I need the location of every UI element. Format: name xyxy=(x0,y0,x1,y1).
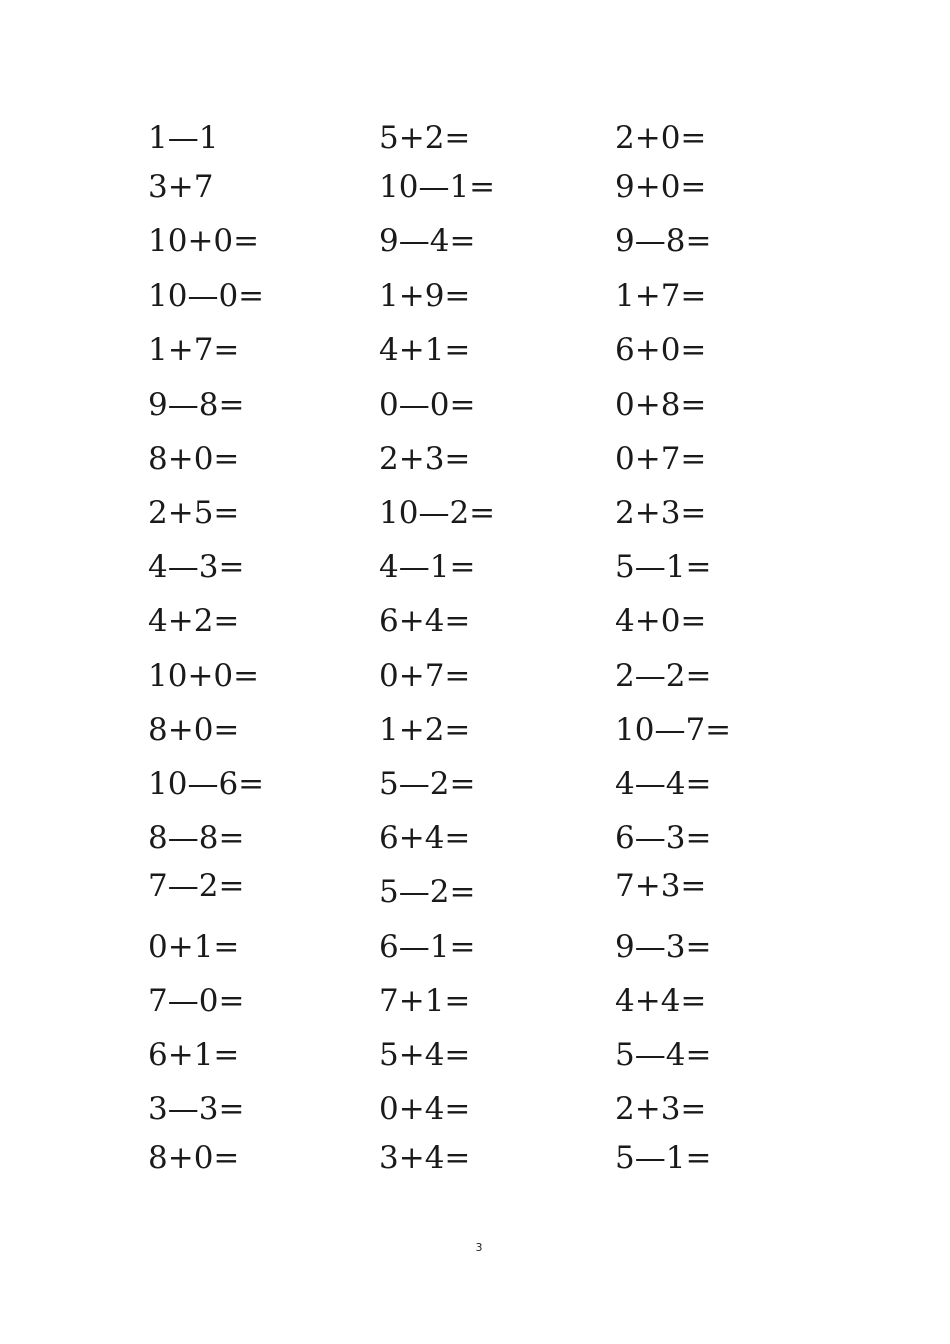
problem: 8—8= xyxy=(148,820,245,856)
problem: 7+1= xyxy=(379,983,471,1019)
problem: 10+0= xyxy=(148,658,260,694)
problem-row xyxy=(0,656,950,696)
problem: 8+0= xyxy=(148,441,240,477)
problem: 10+0= xyxy=(148,223,260,259)
problem-row xyxy=(0,221,950,261)
problem: 10—1= xyxy=(379,169,496,205)
problem-row xyxy=(0,385,950,425)
problem: 4+2= xyxy=(148,603,240,639)
problem-row xyxy=(0,927,950,967)
problem: 6+4= xyxy=(379,820,471,856)
problem: 5—2= xyxy=(379,766,476,802)
problem: 1+7= xyxy=(148,332,240,368)
problem: 9—8= xyxy=(615,223,712,259)
problem: 8+0= xyxy=(148,712,240,748)
problem: 6+0= xyxy=(615,332,707,368)
problem: 3+7 xyxy=(148,169,214,205)
problem: 0+7= xyxy=(615,441,707,477)
problem: 1+2= xyxy=(379,712,471,748)
problem-row xyxy=(0,167,950,207)
problem-row xyxy=(0,547,950,587)
problem: 3+4= xyxy=(379,1140,471,1176)
problem-row xyxy=(0,818,950,858)
problem: 9—4= xyxy=(379,223,476,259)
problem: 2+3= xyxy=(379,441,471,477)
problem: 5—2= xyxy=(379,874,476,910)
problem: 2+0= xyxy=(615,120,707,156)
problem: 6—1= xyxy=(379,929,476,965)
problem: 4—4= xyxy=(615,766,712,802)
problem: 4+1= xyxy=(379,332,471,368)
problem: 0+1= xyxy=(148,929,240,965)
problem: 2+3= xyxy=(615,495,707,531)
problem: 8+0= xyxy=(148,1140,240,1176)
problem: 1+7= xyxy=(615,278,707,314)
problem-row xyxy=(0,866,950,910)
problem: 5+4= xyxy=(379,1037,471,1073)
problem-row xyxy=(0,1035,950,1075)
problem-row xyxy=(0,330,950,370)
problem: 0+8= xyxy=(615,387,707,423)
problem: 7—2= xyxy=(148,868,245,904)
problem: 6+4= xyxy=(379,603,471,639)
problem: 4—3= xyxy=(148,549,245,585)
page-number: 3 xyxy=(475,1241,483,1254)
problem: 5—1= xyxy=(615,1140,712,1176)
problem: 10—7= xyxy=(615,712,732,748)
problem: 4—1= xyxy=(379,549,476,585)
problem-row xyxy=(0,1138,950,1178)
problem-row xyxy=(0,118,950,158)
problem: 10—2= xyxy=(379,495,496,531)
problem-row xyxy=(0,493,950,533)
problem: 10—0= xyxy=(148,278,265,314)
problem: 9—8= xyxy=(148,387,245,423)
problem-row xyxy=(0,710,950,750)
problem: 6—3= xyxy=(615,820,712,856)
problem-row xyxy=(0,1089,950,1129)
problem: 0+4= xyxy=(379,1091,471,1127)
problem: 5—4= xyxy=(615,1037,712,1073)
problem: 2+5= xyxy=(148,495,240,531)
problem-row xyxy=(0,601,950,641)
problem: 9—3= xyxy=(615,929,712,965)
problem: 0+7= xyxy=(379,658,471,694)
problem: 10—6= xyxy=(148,766,265,802)
problem: 0—0= xyxy=(379,387,476,423)
problem: 1—1 xyxy=(148,120,219,156)
problem: 2—2= xyxy=(615,658,712,694)
problem-row xyxy=(0,439,950,479)
problem: 5+2= xyxy=(379,120,471,156)
problem: 7—0= xyxy=(148,983,245,1019)
problem: 9+0= xyxy=(615,169,707,205)
problem: 7+3= xyxy=(615,868,707,904)
problem-row xyxy=(0,764,950,804)
problem: 3—3= xyxy=(148,1091,245,1127)
problem: 2+3= xyxy=(615,1091,707,1127)
problem: 6+1= xyxy=(148,1037,240,1073)
problem: 4+4= xyxy=(615,983,707,1019)
problem: 5—1= xyxy=(615,549,712,585)
problem: 4+0= xyxy=(615,603,707,639)
problem-row xyxy=(0,981,950,1021)
problem: 1+9= xyxy=(379,278,471,314)
problem-row xyxy=(0,276,950,316)
